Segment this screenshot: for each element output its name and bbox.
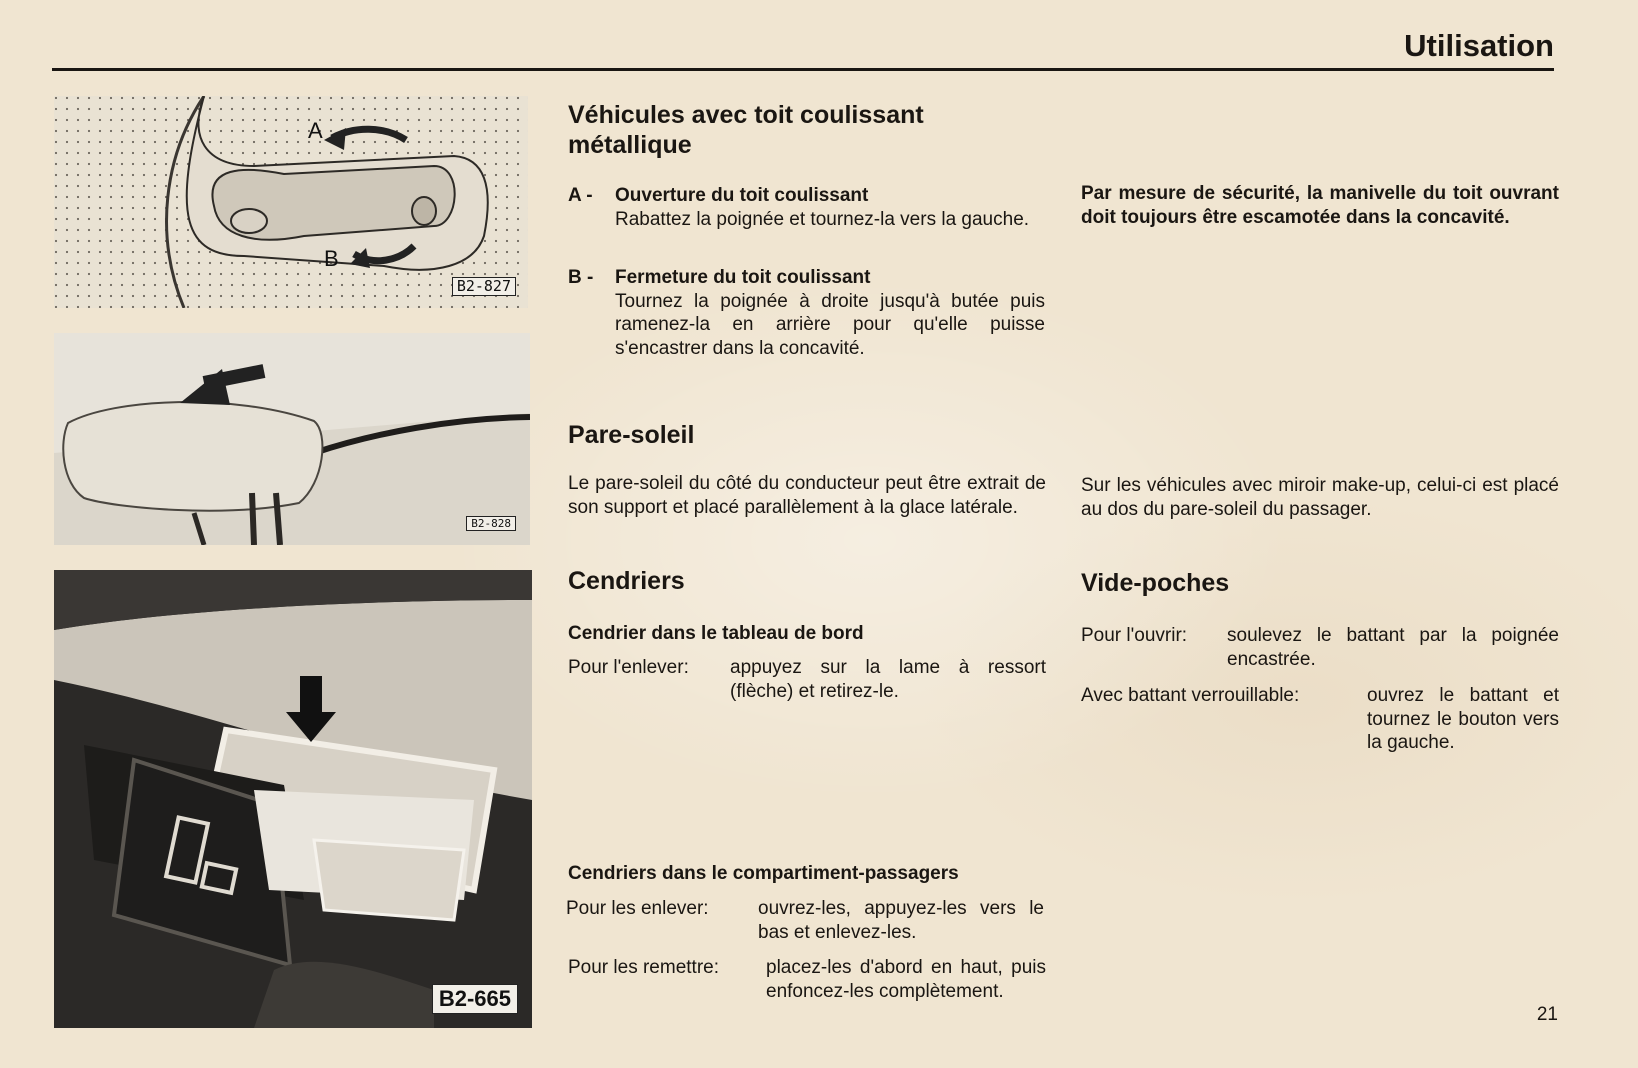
instruction-term: Avec battant verrouillable: [1081,685,1300,706]
heading-ashtrays: Cendriers [568,567,685,595]
list-item-close [568,266,1048,386]
instruction-text: appuyez sur la lame à ressort (flèche) et retirez-le. [730,657,1046,702]
figure-sun-visor [54,333,530,545]
passenger-ashtray-refit [568,956,1046,1028]
header-rule [52,68,1554,71]
item-text: Tournez la poignée à droite jusqu'à butée puis ramenez-la en arrière pour qu'elle puisse s'encastrer dans la concavité. [615,290,1045,359]
page-number: 21 [1536,1004,1558,1025]
subheading-dashboard-ashtray: Cendrier dans le tableau de bord [568,623,864,644]
figure-reference: B2-827 [452,277,516,296]
figure-ashtray [54,570,532,1028]
label-a: A [308,118,323,143]
section-title: Utilisation [1404,28,1554,63]
instruction-text: placez-les d'abord en haut, puis enfoncez-les complètement. [766,957,1046,1002]
sun-visor-text-left: Le pare-soleil du côté du conducteur peut être extrait de son support et placé parallèlement à la glace latérale. [568,473,1046,518]
glovebox-open-instruction [1081,624,1559,674]
instruction-text: ouvrez le battant et tournez le bouton vers la gauche. [1367,685,1559,753]
subheading-passenger-ashtrays: Cendriers dans le compartiment-passagers [568,863,959,884]
heading-sun-visor: Pare-soleil [568,421,695,449]
item-title: Fermeture du toit coulissant [615,267,871,288]
item-title: Ouverture du toit coulissant [615,185,869,206]
label-b: B [324,246,339,271]
instruction-text: ouvrez-les, appuyez-les vers le bas et enlevez-les. [758,898,1044,943]
figure-sunroof-crank [54,96,528,308]
item-key: A - [568,185,593,206]
heading-glovebox: Vide-poches [1081,569,1230,597]
sun-visor-text-right: Sur les véhicules avec miroir make-up, celui-ci est placé au dos du pare-soleil du passager. [1081,475,1559,520]
instruction-term: Pour les remettre: [568,957,719,978]
glovebox-lock-instruction [1081,684,1559,756]
item-text: Rabattez la poignée et tournez-la vers la gauche. [615,208,1030,230]
instruction-term: Pour l'enlever: [568,657,689,678]
heading-sunroof: Véhicules avec toit coulissant métallique [568,101,924,159]
passenger-ashtray-remove [566,897,1044,947]
instruction-text: soulevez le battant par la poignée encastrée. [1227,625,1559,670]
safety-note: Par mesure de sécurité, la manivelle du toit ouvrant doit toujours être escamotée dans la concavité. [1081,183,1559,228]
instruction-term: Pour les enlever: [566,898,709,919]
figure-reference: B2-665 [432,984,518,1014]
list-item-open [568,184,1048,254]
figure-reference: B2-828 [466,516,516,531]
item-key: B - [568,267,594,288]
instruction-term: Pour l'ouvrir: [1081,625,1188,646]
dashboard-ashtray-instruction [568,656,1046,706]
